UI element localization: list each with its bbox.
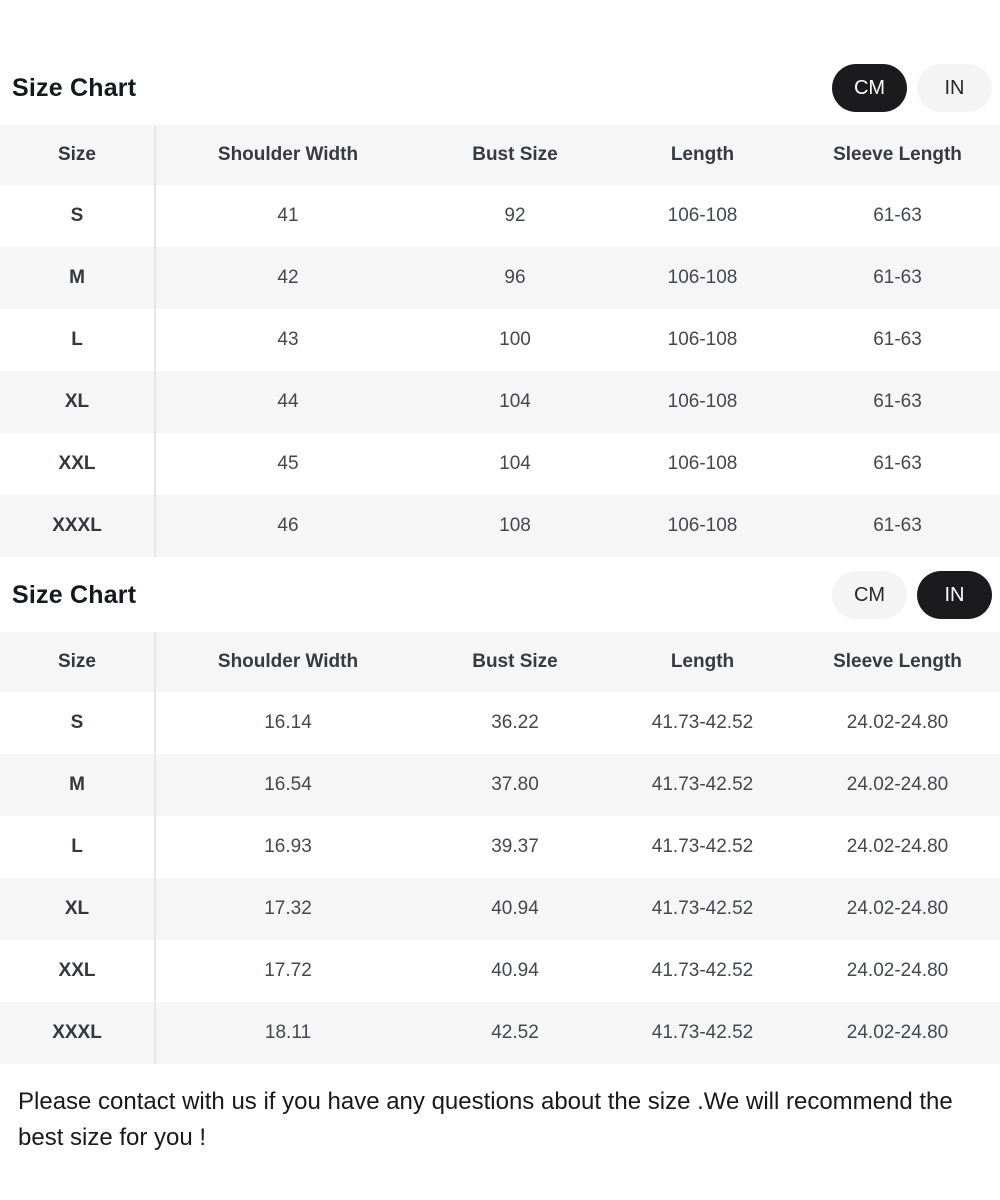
unit-toggle-cm-button[interactable]: CM [832,64,907,112]
size-label-cell: L [0,816,155,878]
size-label-cell: M [0,754,155,816]
measurement-cell: 61-63 [795,185,1000,247]
table-row [0,878,1000,940]
section-header [0,62,1000,114]
measurement-cell: 61-63 [795,433,1000,495]
measurement-cell: 106-108 [610,433,795,495]
unit-toggle-cm-button[interactable]: CM [832,571,907,619]
measurement-cell: 61-63 [795,371,1000,433]
table-row [0,371,1000,433]
measurement-cell: 43 [155,309,420,371]
table-row [0,754,1000,816]
section-header [0,569,1000,621]
measurement-cell: 41.73-42.52 [610,1002,795,1064]
table-header-row [0,125,1000,185]
measurement-cell: 39.37 [420,816,610,878]
measurement-cell: 44 [155,371,420,433]
measurement-cell: 92 [420,185,610,247]
measurement-cell: 46 [155,495,420,557]
unit-toggle-in-button[interactable]: IN [917,571,992,619]
measurement-cell: 24.02-24.80 [795,816,1000,878]
column-header-bust-size: Bust Size [420,125,610,185]
column-header-bust-size: Bust Size [420,632,610,692]
measurement-cell: 41.73-42.52 [610,878,795,940]
measurement-cell: 104 [420,433,610,495]
size-label-cell: XL [0,878,155,940]
size-label-cell: M [0,247,155,309]
unit-toggle [832,571,992,619]
column-header-shoulder-width: Shoulder Width [155,125,420,185]
table-row [0,433,1000,495]
measurement-cell: 41.73-42.52 [610,692,795,754]
column-header-length: Length [610,632,795,692]
measurement-cell: 100 [420,309,610,371]
measurement-cell: 42 [155,247,420,309]
measurement-cell: 24.02-24.80 [795,692,1000,754]
table-row [0,247,1000,309]
size-label-cell: S [0,185,155,247]
measurement-cell: 61-63 [795,495,1000,557]
table-row [0,309,1000,371]
column-header-sleeve-length: Sleeve Length [795,632,1000,692]
measurement-cell: 41.73-42.52 [610,940,795,1002]
column-header-length: Length [610,125,795,185]
measurement-cell: 61-63 [795,247,1000,309]
measurement-cell: 106-108 [610,371,795,433]
table-header-row [0,632,1000,692]
size-label-cell: L [0,309,155,371]
measurement-cell: 106-108 [610,309,795,371]
size-label-cell: XXL [0,940,155,1002]
page-title: Size Chart [12,580,137,609]
footer-note: Please contact with us if you have any questions about the size .We will recommend the best size for you ! [18,1088,953,1151]
measurement-cell: 24.02-24.80 [795,878,1000,940]
measurement-cell: 24.02-24.80 [795,940,1000,1002]
measurement-cell: 17.32 [155,878,420,940]
measurement-cell: 41.73-42.52 [610,754,795,816]
measurement-cell: 17.72 [155,940,420,1002]
unit-toggle-in-button[interactable]: IN [917,64,992,112]
measurement-cell: 106-108 [610,185,795,247]
measurement-cell: 96 [420,247,610,309]
table-row [0,940,1000,1002]
measurement-cell: 106-108 [610,247,795,309]
table-row [0,185,1000,247]
measurement-cell: 16.14 [155,692,420,754]
column-header-shoulder-width: Shoulder Width [155,632,420,692]
measurement-cell: 45 [155,433,420,495]
unit-toggle [832,64,992,112]
column-header-sleeve-length: Sleeve Length [795,125,1000,185]
size-table-in [0,632,1000,1064]
size-label-cell: XXL [0,433,155,495]
size-label-cell: XXXL [0,1002,155,1064]
page-title: Size Chart [12,73,137,102]
measurement-cell: 40.94 [420,878,610,940]
size-chart-section-in [0,569,1000,1064]
measurement-cell: 41.73-42.52 [610,816,795,878]
table-row [0,816,1000,878]
size-label-cell: XXXL [0,495,155,557]
measurement-cell: 24.02-24.80 [795,1002,1000,1064]
measurement-cell: 108 [420,495,610,557]
size-label-cell: XL [0,371,155,433]
measurement-cell: 36.22 [420,692,610,754]
measurement-cell: 18.11 [155,1002,420,1064]
measurement-cell: 37.80 [420,754,610,816]
column-header-size: Size [0,125,155,185]
size-label-cell: S [0,692,155,754]
measurement-cell: 42.52 [420,1002,610,1064]
measurement-cell: 61-63 [795,309,1000,371]
size-chart-section-cm [0,62,1000,557]
measurement-cell: 16.93 [155,816,420,878]
measurement-cell: 106-108 [610,495,795,557]
table-row [0,495,1000,557]
table-row [0,1002,1000,1064]
table-row [0,692,1000,754]
measurement-cell: 41 [155,185,420,247]
column-header-size: Size [0,632,155,692]
measurement-cell: 24.02-24.80 [795,754,1000,816]
size-table-cm [0,125,1000,557]
measurement-cell: 104 [420,371,610,433]
measurement-cell: 40.94 [420,940,610,1002]
measurement-cell: 16.54 [155,754,420,816]
